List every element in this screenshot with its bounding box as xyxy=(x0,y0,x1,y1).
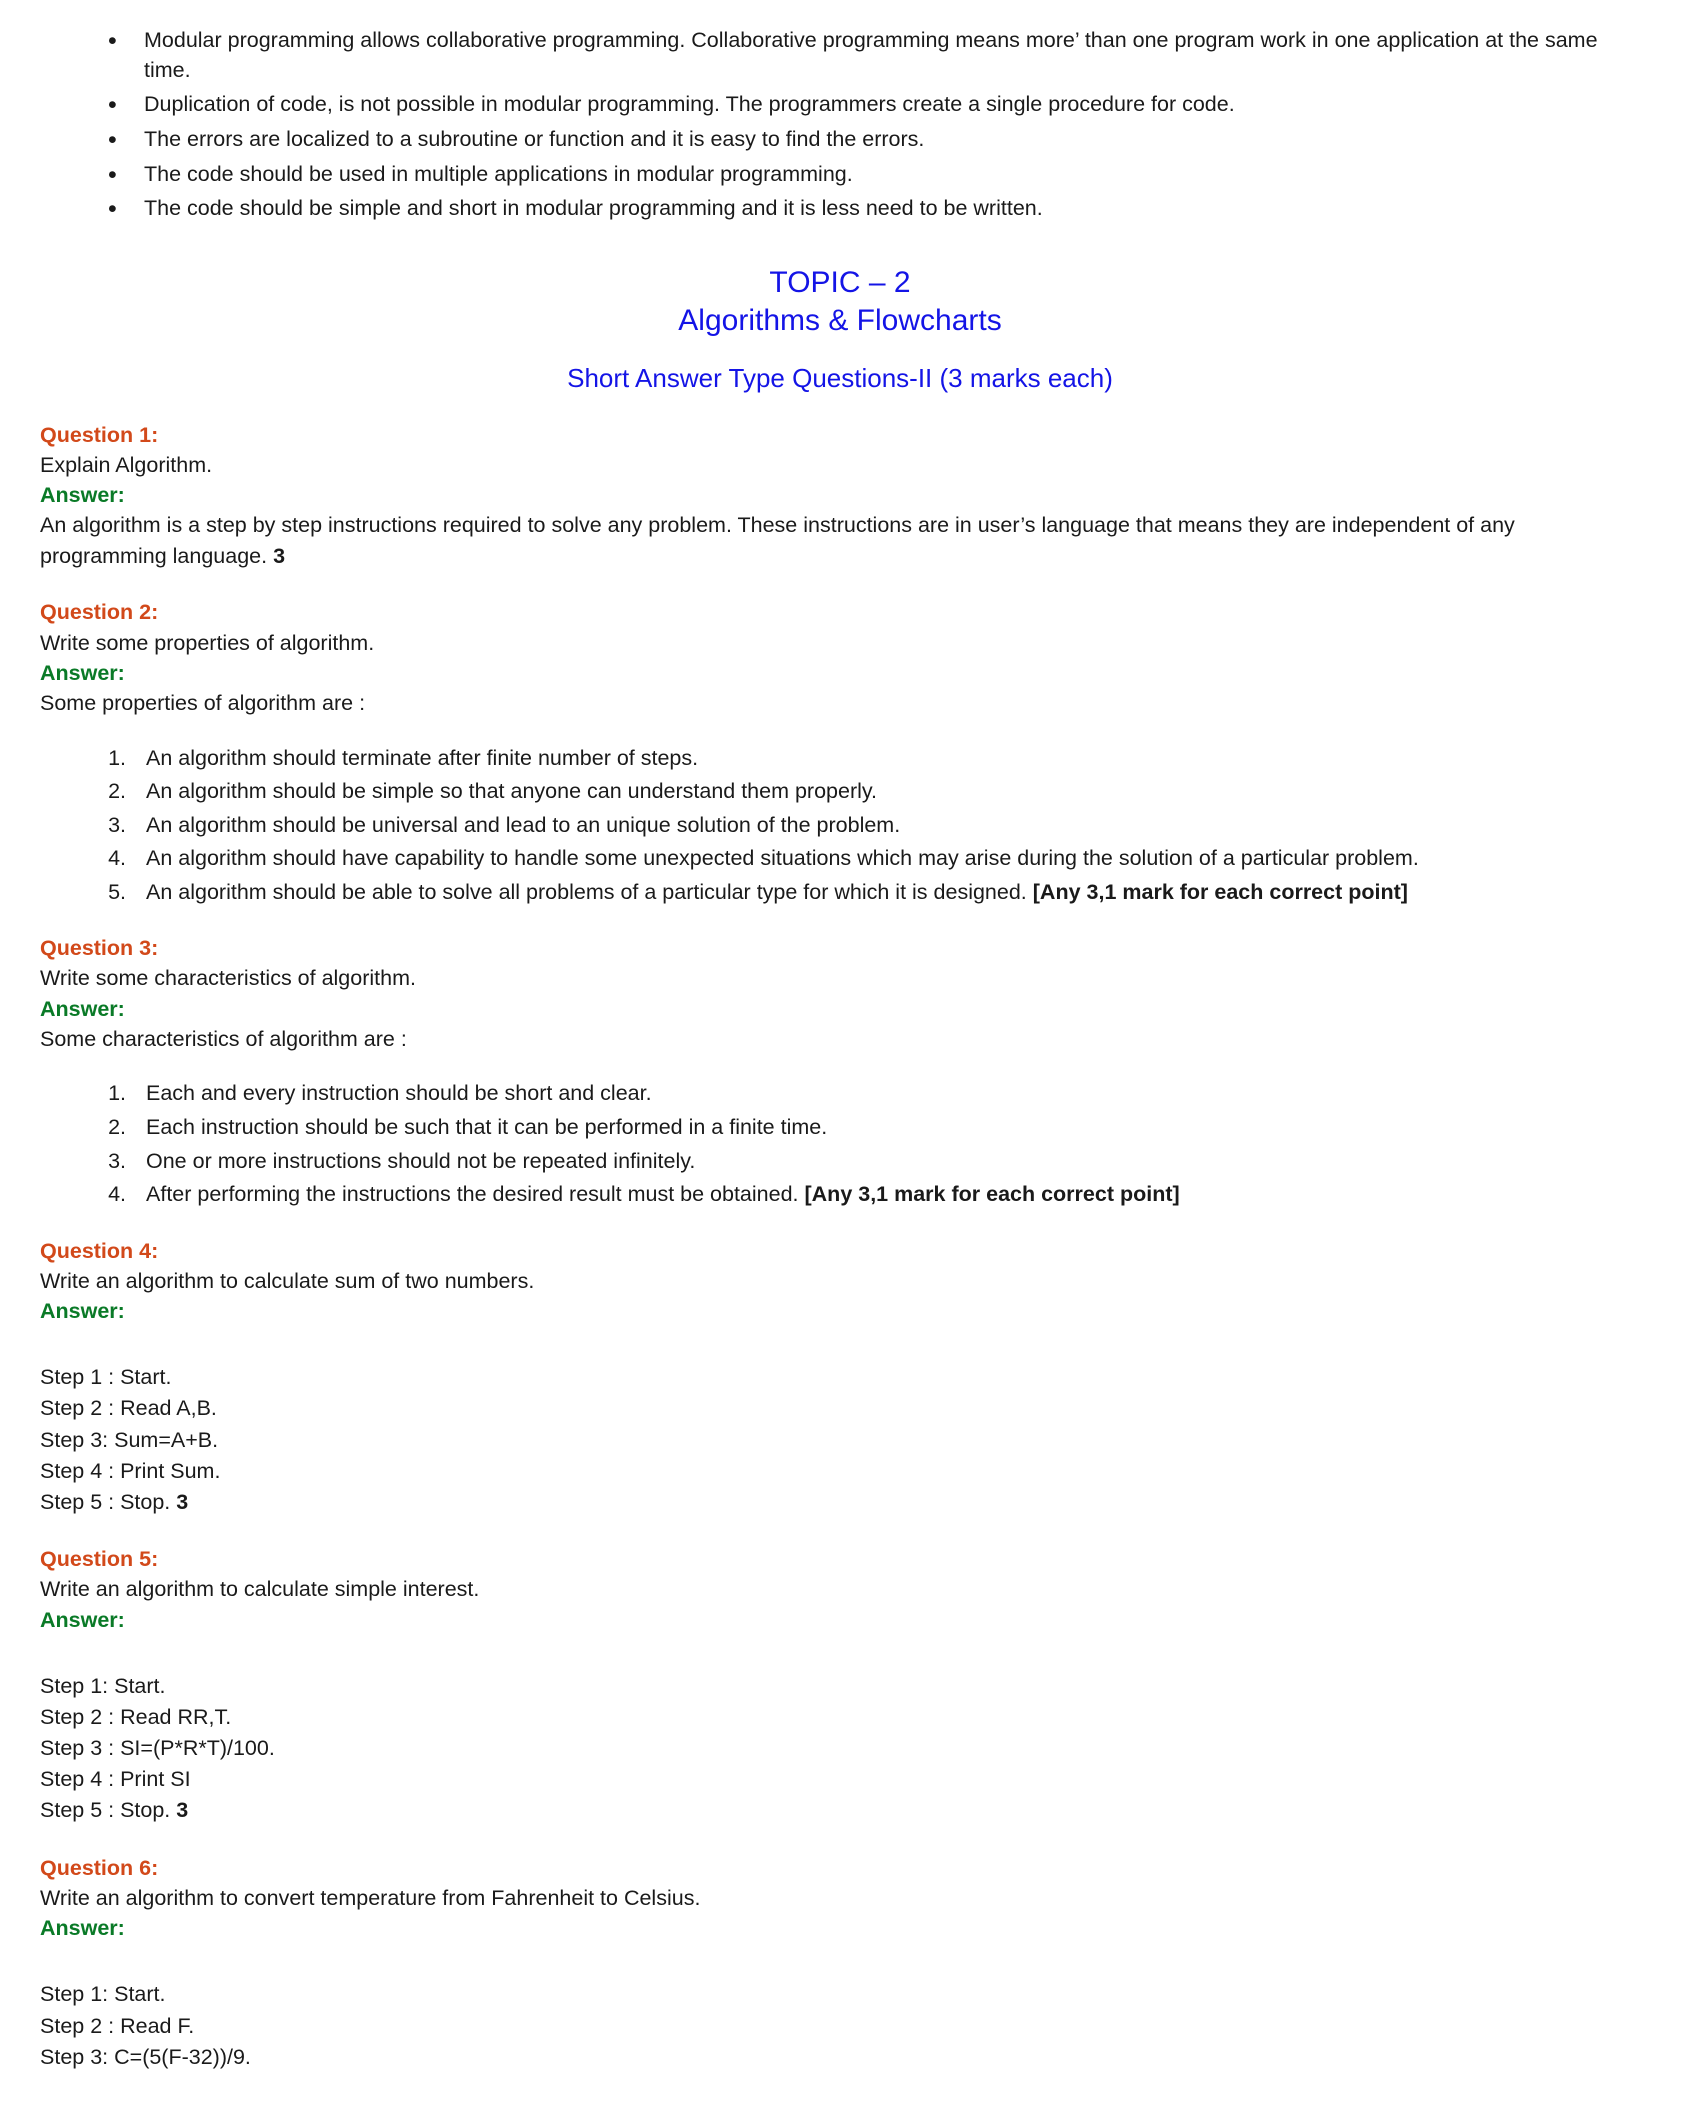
list-item: 2. Each instruction should be such that it can be performed in a finite time. xyxy=(132,1112,1640,1143)
algorithm-steps xyxy=(40,1671,1640,1827)
step-text: Step 5 : Stop. xyxy=(40,1798,171,1823)
section-heading: Short Answer Type Questions-II (3 marks each) xyxy=(567,362,1113,393)
question-block-6 xyxy=(40,1853,1640,2073)
topic-heading-block xyxy=(40,264,1640,341)
list-item xyxy=(132,877,1640,908)
topic-number: TOPIC – 2 xyxy=(769,265,911,299)
question-block-3 xyxy=(40,933,1640,1209)
list-item: 3. An algorithm should be universal and lead to an unique solution of the problem. xyxy=(132,810,1640,841)
answer-label: Answer: xyxy=(40,483,125,508)
list-item: 3. One or more instructions should not be repeated infinitely. xyxy=(132,1146,1640,1177)
answer-label: Answer: xyxy=(40,1299,125,1324)
list-item: • The code should be simple and short in modular programming and it is less need to be written. xyxy=(100,194,1640,224)
answer-label: Answer: xyxy=(40,661,125,686)
question-block-4 xyxy=(40,1236,1640,1519)
step-line: Step 3 : SI=(P*R*T)/100. xyxy=(40,1736,275,1761)
answer-label: Answer: xyxy=(40,996,125,1021)
marks-note: [Any 3,1 mark for each correct point] xyxy=(1032,879,1408,904)
step-line: Step 3: Sum=A+B. xyxy=(40,1427,219,1452)
answer-text xyxy=(40,510,1610,571)
answer-body: An algorithm is a step by step instructions required to solve any problem. These instructions are in user’s language that means they are independent of any programming language. xyxy=(40,513,1515,568)
marks-value: 3 xyxy=(176,1798,189,1823)
step-line: Step 2 : Read A,B. xyxy=(40,1396,217,1421)
marks-value: 3 xyxy=(176,1489,189,1514)
step-line: Step 1: Start. xyxy=(40,1673,166,1698)
list-item-text: An algorithm should be able to solve all problems of a particular type for which it is designed. xyxy=(146,879,1027,904)
list-item: • The errors are localized to a subroutine or function and it is easy to find the errors. xyxy=(100,125,1640,155)
question-block-5 xyxy=(40,1544,1640,1827)
answer-label: Answer: xyxy=(40,1607,125,1632)
algorithm-steps xyxy=(40,1362,1640,1518)
question-text: Explain Algorithm. xyxy=(40,452,213,477)
question-text: Write an algorithm to calculate simple interest. xyxy=(40,1577,480,1602)
step-line-last xyxy=(40,1487,1640,1518)
step-line: Step 4 : Print SI xyxy=(40,1767,191,1792)
question-block-1 xyxy=(40,420,1640,572)
step-line: Step 2 : Read F. xyxy=(40,2013,195,2038)
list-item: • The code should be used in multiple applications in modular programming. xyxy=(100,160,1640,190)
properties-list xyxy=(40,743,1640,908)
marks-note: [Any 3,1 mark for each correct point] xyxy=(804,1182,1180,1207)
list-item: 2. An algorithm should be simple so that anyone can understand them properly. xyxy=(132,776,1640,807)
question-label: Question 1: xyxy=(40,422,159,447)
question-label: Question 4: xyxy=(40,1238,159,1263)
answer-text: Some properties of algorithm are : xyxy=(40,691,366,716)
list-item: 1. An algorithm should terminate after finite number of steps. xyxy=(132,743,1640,774)
question-text: Write some characteristics of algorithm. xyxy=(40,966,416,991)
algorithm-steps xyxy=(40,1979,1640,2073)
question-label: Question 3: xyxy=(40,936,159,961)
step-text: Step 5 : Stop. xyxy=(40,1489,171,1514)
question-label: Question 5: xyxy=(40,1547,159,1572)
question-text: Write an algorithm to calculate sum of two numbers. xyxy=(40,1268,535,1293)
list-item: • Modular programming allows collaborative programming. Collaborative programming means more’ than one program work in one application at the same time. xyxy=(100,26,1640,85)
list-item: • Duplication of code, is not possible in modular programming. The programmers create a single procedure for code. xyxy=(100,90,1640,120)
step-line: Step 1 : Start. xyxy=(40,1365,172,1390)
question-block-2 xyxy=(40,597,1640,907)
step-line: Step 4 : Print Sum. xyxy=(40,1458,221,1483)
answer-text: Some characteristics of algorithm are : xyxy=(40,1026,407,1051)
question-text: Write an algorithm to convert temperature from Fahrenheit to Celsius. xyxy=(40,1885,701,1910)
answer-label: Answer: xyxy=(40,1916,125,1941)
question-label: Question 2: xyxy=(40,600,159,625)
step-line: Step 2 : Read RR,T. xyxy=(40,1704,232,1729)
step-line: Step 1: Start. xyxy=(40,1982,166,2007)
modular-programming-bullet-list xyxy=(40,26,1640,224)
list-item xyxy=(132,1179,1640,1210)
marks-value: 3 xyxy=(273,543,286,568)
step-line-last xyxy=(40,1795,1640,1826)
question-label: Question 6: xyxy=(40,1855,159,1880)
step-line: Step 3: C=(5(F-32))/9. xyxy=(40,2044,251,2069)
topic-title: Algorithms & Flowcharts xyxy=(678,304,1002,338)
characteristics-list xyxy=(40,1078,1640,1209)
list-item: 4. An algorithm should have capability to handle some unexpected situations which may arise during the solution of a particular problem. xyxy=(132,843,1640,874)
list-item-text: After performing the instructions the desired result must be obtained. xyxy=(146,1182,799,1207)
question-text: Write some properties of algorithm. xyxy=(40,630,375,655)
list-item: 1. Each and every instruction should be short and clear. xyxy=(132,1078,1640,1109)
